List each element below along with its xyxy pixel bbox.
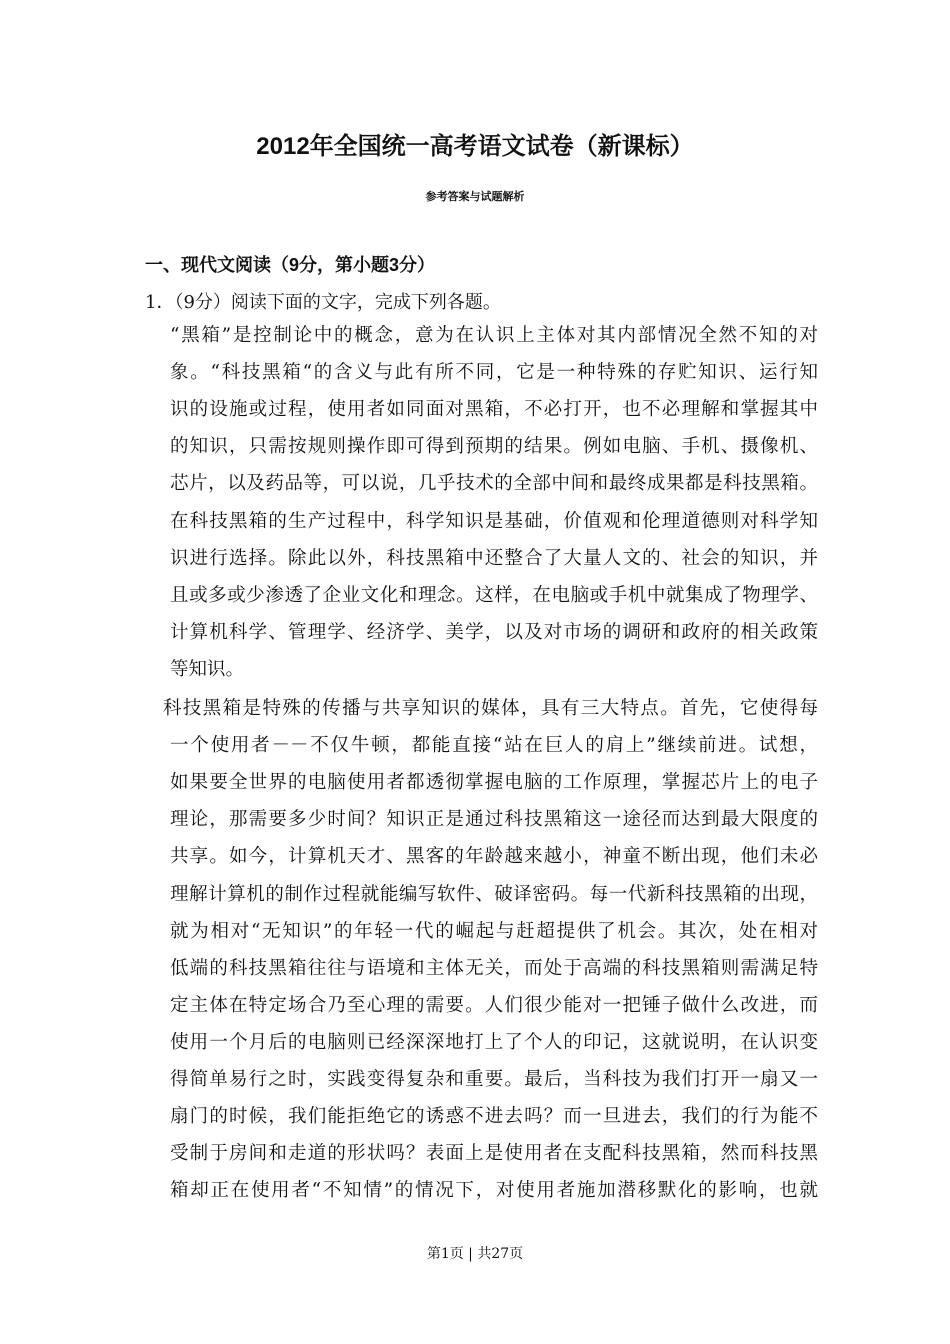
question-prompt: 1．（9分）阅读下面的文字，完成下列各题。 xyxy=(145,292,501,313)
passage-line: 扇门的时候，我们能拒绝它的诱惑不进去吗？而一旦进去，我们的行为能不 xyxy=(170,1106,818,1128)
passage-line: 象。“科技黑箱“的含义与此有所不同，它是一种特殊的存贮知识、运行知 xyxy=(170,362,818,384)
passage-line: 识进行选择。除此以外，科技黑箱中还整合了大量人文的、社会的知识，并 xyxy=(170,547,818,569)
passage-line: “黑箱”是控制论中的概念，意为在认识上主体对其内部情况全然不知的对 xyxy=(170,325,818,346)
page-subtitle: 参考答案与试题解析 xyxy=(425,191,525,203)
passage-line: 科技黑箱是特殊的传播与共享知识的媒体，具有三大特点。首先，它使得每 xyxy=(163,698,818,719)
passage-line: 且或多或少渗透了企业文化和理念。这样，在电脑或手机中就集成了物理学、 xyxy=(170,584,818,606)
passage-line: 理论，那需要多少时间？知识正是通过科技黑箱这一途径而达到最大限度的 xyxy=(170,809,818,831)
passage-line: 识的设施或过程，使用者如同面对黑箱，不必打开，也不必理解和掌握其中 xyxy=(170,399,818,421)
passage-line: 理解计算机的制作过程就能编写软件、破译密码。每一代新科技黑箱的出现， xyxy=(170,883,818,905)
page-footer: 第1页 | 共27页 xyxy=(426,1246,524,1262)
passage-line: 芯片，以及药品等，可以说，几乎技术的全部中间和最终成果都是科技黑箱。 xyxy=(170,473,818,495)
passage-line: 使用一个月后的电脑则已经深深地打上了个人的印记，这就说明，在认识变 xyxy=(170,1031,818,1053)
passage-line: 的知识，只需按规则操作即可得到预期的结果。例如电脑、手机、摄像机、 xyxy=(170,436,818,458)
passage-line: 如果要全世界的电脑使用者都透彻掌握电脑的工作原理，掌握芯片上的电子 xyxy=(170,772,818,794)
passage-line: 计算机科学、管理学、经济学、美学，以及对市场的调研和政府的相关政策 xyxy=(170,621,818,643)
passage-line: 低端的科技黑箱往往与语境和主体无关，而处于高端的科技黑箱则需满足特 xyxy=(170,957,818,979)
passage-line: 共享。如今，计算机天才、黑客的年龄越来越小，神童不断出现，他们未必 xyxy=(170,846,818,868)
section-heading: 一、现代文阅读（9分，第小题3分） xyxy=(145,255,436,275)
passage-line: 定主体在特定场合乃至心理的需要。人们很少能对一把锤子做什么改进，而 xyxy=(170,994,818,1016)
passage-line: 箱却正在使用者“不知情”的情况下，对使用者施加潜移默化的影响，也就 xyxy=(170,1180,818,1202)
page-title: 2012年全国统一高考语文试卷（新课标） xyxy=(256,133,694,160)
passage-line: 一个使用者－－不仅牛顿，都能直接“站在巨人的肩上”继续前进。试想， xyxy=(170,735,818,757)
passage-line: 受制于房间和走道的形状吗？表面上是使用者在支配科技黑箱，然而科技黑 xyxy=(170,1143,818,1165)
passage-line: 等知识。 xyxy=(170,658,245,680)
passage-line: 就为相对“无知识”的年轻一代的崛起与赶超提供了机会。其次，处在相对 xyxy=(170,920,818,942)
passage-line: 在科技黑箱的生产过程中，科学知识是基础，价值观和伦理道德则对科学知 xyxy=(170,510,818,532)
passage-line: 得简单易行之时，实践变得复杂和重要。最后，当科技为我们打开一扇又一 xyxy=(170,1069,818,1090)
